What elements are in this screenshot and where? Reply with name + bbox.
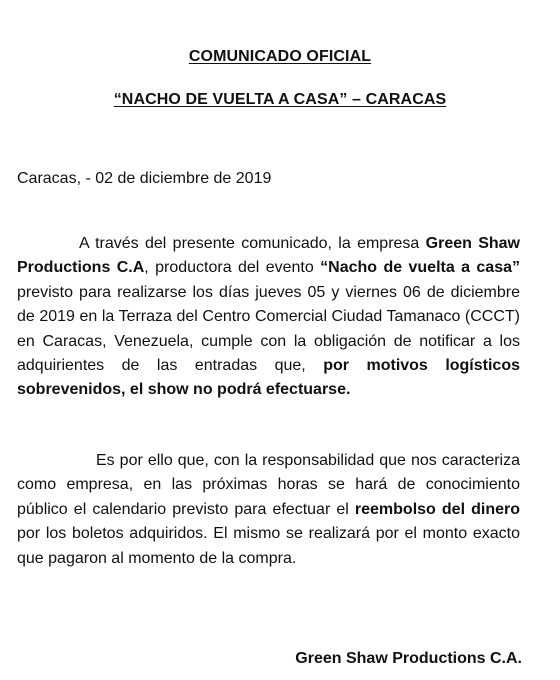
refund-phrase: reembolso del dinero: [354, 500, 520, 518]
paragraph-refund: [17, 449, 520, 571]
paragraph1-text-c: previsto para realizarse los días jueves 05 y viernes 06 de diciembre de 2019 en la Terraza del Centro Comercial Ciudad Tamanaco (CCCT) en Caracas, Venezuela, cumple con la obligación de notificar a los adquirientes de las entradas que,: [17, 283, 520, 375]
paragraph-announcement: [17, 232, 520, 403]
paragraph1-text-a: A través del presente comunicado, la empresa: [79, 235, 426, 252]
signature: Green Shaw Productions C.A.: [295, 650, 522, 667]
company-name: Green Shaw Productions C.A: [17, 235, 520, 277]
paragraph2-text-a: Es por ello que, con la responsabilidad que nos caracteriza como empresa, en las próximas horas se hará de conocimiento público el calendario previsto para efectuar el: [17, 452, 520, 518]
document-title: COMUNICADO OFICIAL: [188, 48, 372, 65]
date-line: Caracas, - 02 de diciembre de 2019: [17, 170, 272, 187]
document-subtitle: “NACHO DE VUELTA A CASA” – CARACAS: [113, 91, 447, 108]
cancellation-reason: por motivos logísticos sobrevenidos, el show no podrá efectuarse.: [17, 357, 520, 399]
event-name: “Nacho de vuelta a casa”: [320, 259, 520, 277]
paragraph1-text-b: , productora del evento: [144, 259, 321, 277]
paragraph2-text-b: por los boletos adquiridos. El mismo se realizará por el monto exacto que pagaron al momento de la compra.: [17, 525, 520, 567]
